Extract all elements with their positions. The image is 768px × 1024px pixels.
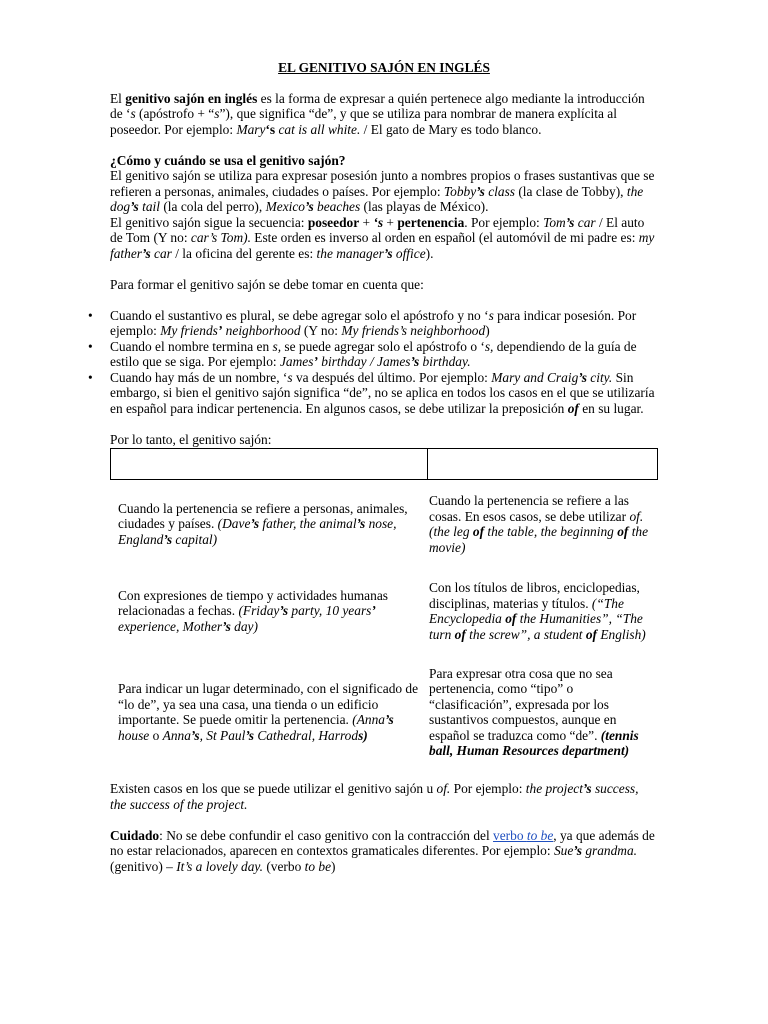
page-title: EL GENITIVO SAJÓN EN INGLÉS <box>278 60 490 75</box>
list-item: • Cuando hay más de un nombre, ‘s va después del último. Por ejemplo: Mary and Craig’s city. Sin embargo, si bien el genitivo sajón significa “de”, no se aplica en todos los casos en el que se utilizaría en español para indicar pertenencia. En algunos casos, se debe utilizar la preposición of en su lugar. <box>110 370 658 417</box>
section-heading: ¿Cómo y cuándo se usa el genitivo sajón? <box>110 152 346 168</box>
table-header-cell <box>111 449 428 479</box>
table-cell: Cuando la pertenencia se refiere a personas, animales, ciudades y países. (Dave’s father, the animal’s nose, England’s capital) <box>118 500 408 547</box>
table-header-row <box>110 448 658 480</box>
genitive-table <box>110 448 658 767</box>
closing-paragraph-2: Cuidado: No se debe confundir el caso genitivo con la contracción del verbo to be, ya que además de no estar relacionados, aparecen en contextos gramaticales diferentes. Por ejemplo: Sue’s grandma. (genitivo) – It’s a lovely day. (verbo to be) <box>110 827 655 874</box>
section-paragraph-2: El genitivo sajón sigue la secuencia: poseedor + ‘s + pertenencia. Por ejemplo: Tom’s car / El auto de Tom (Y no: car’s Tom). Este orden es inverso al orden en español (el automóvil de mi padre es: my father’s car / la oficina del gerente es: the manager’s office). <box>110 214 655 261</box>
table-cell: Para indicar un lugar determinado, con el significado de “lo de”, ya sea una casa, una tienda o un edificio importante. Se puede omitir la pertenencia. (Anna’s house o Anna’s, St Paul’s Cathedral, Harrods) <box>118 681 419 743</box>
list-item: • Cuando el nombre termina en s, se puede agregar solo el apóstrofo o ‘s, dependiendo de la guía de estilo que se siga. Por ejemplo: James’ birthday / James’s birthday. <box>110 339 658 370</box>
table-intro: Por lo tanto, el genitivo sajón: <box>110 431 272 447</box>
document-body <box>110 60 658 874</box>
rules-list <box>110 308 658 417</box>
intro-paragraph: El genitivo sajón en inglés es la forma de expresar a quién pertenece algo mediante la introducción de ‘s (apóstrofo + “s”), que significa “de”, y que se utiliza para nombrar de manera explícita al poseedor. Por ejemplo: Mary‘s cat is all white. / El gato de Mary es todo blanco. <box>110 90 645 137</box>
table-header-cell <box>428 449 657 479</box>
table-cell: Cuando la pertenencia se refiere a las cosas. En esos casos, se debe utilizar of. (the leg of the table, the beginning of the movie) <box>429 493 649 555</box>
table-row <box>110 657 658 767</box>
table-row <box>110 565 658 657</box>
table-cell: Para expresar otra cosa que no sea pertenencia, como “tipo” o “clasificación”, expresada por los sustantivos compuestos, aunque en español se traduzca como “de”. (tennis ball, Human Resources department) <box>429 665 639 758</box>
rules-intro: Para formar el genitivo sajón se debe tomar en cuenta que: <box>110 276 424 292</box>
table-row <box>110 485 658 563</box>
table-cell: Con los títulos de libros, enciclopedias, disciplinas, materias y títulos. (“The Encyclopedia of the Humanities”, “The turn of the screw”, a student of English) <box>429 580 646 642</box>
table-cell: Con expresiones de tiempo y actividades humanas relacionadas a fechas. (Friday’s party, 10 years’ experience, Mother’s day) <box>118 587 388 634</box>
list-item: • Cuando el sustantivo es plural, se debe agregar solo el apóstrofo y no ‘s para indicar posesión. Por ejemplo: My friends’ neighborhood (Y no: My friends’s neighborhood) <box>110 308 658 339</box>
closing-paragraph-1: Existen casos en los que se puede utilizar el genitivo sajón u of. Por ejemplo: the project’s success, the success of the project. <box>110 781 639 812</box>
section-paragraph-1: El genitivo sajón se utiliza para expresar posesión junto a nombres propios o frases sustantivas que se refieren a personas, animales, ciudades o países. Por ejemplo: Tobby’s class (la clase de Tobby), the dog’s tail (la cola del perro), Mexico’s beaches (las playas de México). <box>110 168 655 214</box>
verb-to-be-link[interactable]: verbo to be <box>493 827 554 843</box>
